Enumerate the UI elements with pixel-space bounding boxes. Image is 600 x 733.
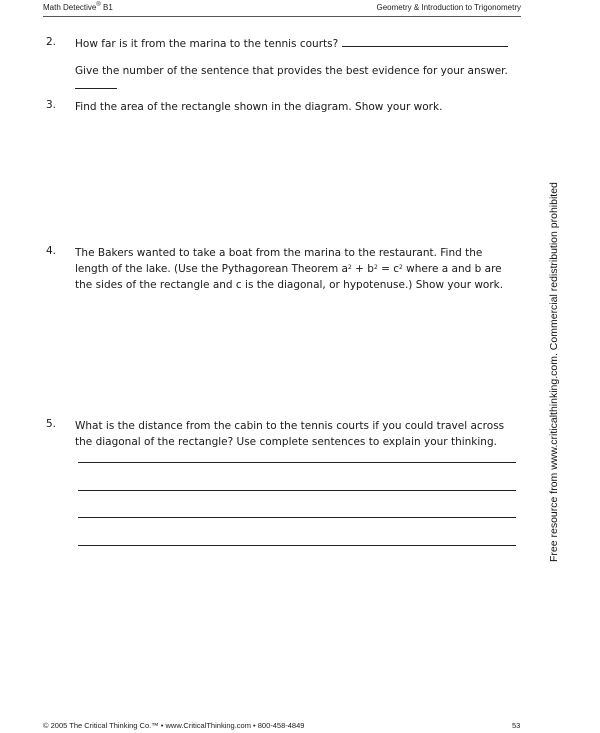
question-4-line-2: length of the lake. (Use the Pythagorean Theorem $a^2 + b^2 = c^2$ where a and b are [75,263,502,275]
question-4-work-area[interactable] [75,298,515,408]
question-2-sentence-blank[interactable] [75,88,117,89]
question-5-line-2: the diagonal of the rectangle? Use complete sentences to explain your thinking. [75,436,497,448]
question-4-line-1: The Bakers wanted to take a boat from the marina to the restaurant. Find the [75,247,483,259]
answer-line-3[interactable] [78,517,516,518]
question-2-followup: Give the number of the sentence that provides the best evidence for your answer. [75,65,508,77]
question-2-prompt: How far is it from the marina to the tennis courts? [75,38,339,50]
question-2-text [75,36,525,52]
header-book-title: Math Detective [43,3,97,12]
footer-copyright: © 2005 The Critical Thinking Co.™ • www.CriticalThinking.com • 800-458-4849 [43,721,305,730]
question-2-answer-blank[interactable] [342,46,508,47]
answer-line-2[interactable] [78,490,516,491]
question-4-text [75,245,525,293]
header-divider [43,16,521,17]
answer-line-1[interactable] [78,462,516,463]
question-3-number: 3. [46,99,57,111]
question-5-number: 5. [46,418,57,430]
question-4-number: 4. [46,245,57,257]
header-book-level: B1 [100,3,113,12]
question-4-line-3: the sides of the rectangle and c is the diagonal, or hypotenuse.) Show your work. [75,279,504,291]
question-2-number: 2. [46,36,57,48]
header-right: Geometry & Introduction to Trigonometry [376,3,521,12]
question-5-text [75,418,525,450]
registered-mark: ® [96,2,101,8]
question-3-work-area[interactable] [75,118,515,238]
answer-line-4[interactable] [78,545,516,546]
page-number: 53 [512,721,521,730]
header-left [43,3,113,12]
redistribution-notice: Free resource from www.criticalthinking.com. Commercial redistribution prohibited [548,182,560,562]
question-3-text: Find the area of the rectangle shown in the diagram. Show your work. [75,101,443,113]
question-5-line-1: What is the distance from the cabin to the tennis courts if you could travel across [75,420,505,432]
